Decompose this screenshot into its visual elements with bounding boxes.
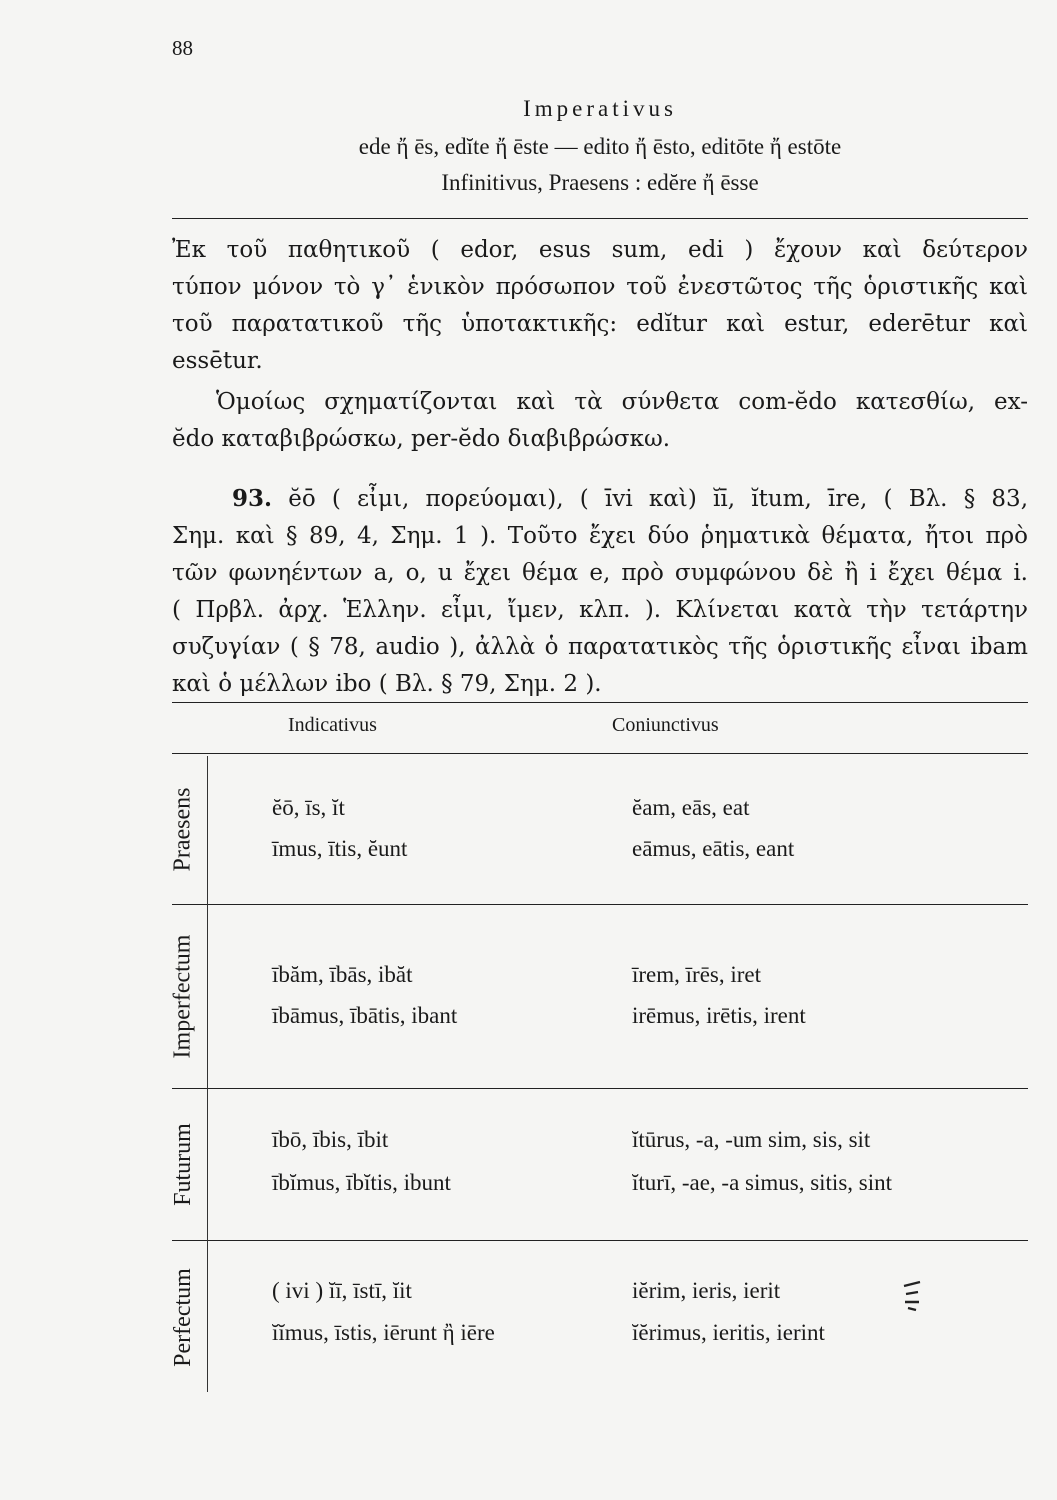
- paragraph-passive-forms: [172, 232, 1028, 380]
- subjunctive-plural: irēmus, irētis, irent: [632, 1003, 806, 1028]
- text-line: τύπον μόνον τὸ γ᾽ ἑνικὸν πρόσωπον τοῦ ἐνεστῶτος τῆς ὁριστικῆς καὶ: [172, 274, 1028, 300]
- indicative-plural: ībĭmus, ībĭtis, ibunt: [272, 1170, 451, 1195]
- text-line: Σημ. καὶ § 89, 4, Σημ. 1 ). Τοῦτο ἔχει δύο ῥηματικὰ θέματα, ἤτοι πρὸ: [172, 523, 1028, 549]
- tense-label-text: Praesens: [169, 787, 196, 871]
- infinitive-forms: Infinitivus, Praesens : edĕre ἤ ēsse: [441, 170, 759, 195]
- subjunctive-plural: ĭturī, -ae, -a simus, sitis, sint: [632, 1170, 893, 1195]
- tense-label-text: Imperfectum: [169, 934, 196, 1058]
- table-top-rule: [172, 702, 1028, 703]
- indicative-singular: ĕō, īs, ĭt: [272, 795, 345, 820]
- section-number: 93.: [232, 485, 273, 512]
- subjunctive-singular: īrem, īrēs, iret: [632, 962, 762, 987]
- table-row-rule: [172, 904, 1028, 905]
- paragraph-section-93: [172, 480, 1028, 703]
- tense-label-perfectum: [160, 1242, 206, 1392]
- indicative-singular: ( ivi ) ĭī, īstī, ĭit: [272, 1278, 412, 1303]
- tense-label-praesens: [160, 756, 206, 902]
- subjunctive-singular: ĭtūrus, -a, -um sim, sis, sit: [632, 1127, 871, 1152]
- subjunctive-singular: iĕrim, ieris, ierit: [632, 1278, 781, 1303]
- table-row-rule: [172, 1240, 1028, 1241]
- tense-label-text: Futurum: [169, 1122, 196, 1206]
- text-line: [172, 480, 1028, 518]
- subjunctive-plural: eāmus, eātis, eant: [632, 836, 795, 861]
- indicative-plural: īmus, ītis, ĕunt: [272, 836, 408, 861]
- text-line: καὶ ὁ μέλλων ibo ( Βλ. § 79, Σημ. 2 ).: [172, 671, 602, 697]
- column-header-coniunctivus: Coniunctivus: [612, 714, 719, 736]
- tense-label-text: Perfectum: [169, 1267, 196, 1367]
- paragraph-compounds: [172, 384, 1028, 458]
- table-header-rule: [172, 753, 1028, 754]
- tense-label-imperfectum: [160, 906, 206, 1086]
- text-line-content: ĕō ( εἶμι, πορεύομαι), ( īvi καὶ) ĭī, ĭtum, īre, ( Βλ. § 83,: [288, 486, 1029, 512]
- table-row-rule: [172, 1088, 1028, 1089]
- text-line: τοῦ παρατατικοῦ τῆς ὑποτακτικῆς: edĭtur καὶ estur, ederētur καὶ: [172, 311, 1028, 337]
- column-header-indicativus: Indicativus: [288, 714, 377, 736]
- text-line: ĕdo καταβιβρώσκω, per-ĕdo διαβιβρώσκω.: [172, 426, 671, 452]
- text-line: Ὁμοίως σχηματίζονται καὶ τὰ σύνθετα com-ĕdo κατεσθίω, ex-: [216, 389, 1028, 415]
- text-line: τῶν φωνηέντων a, o, u ἔχει θέμα e, πρὸ συμφώνου δὲ ἢ i ἔχει θέμα i.: [172, 560, 1028, 586]
- tense-label-futurum: [160, 1090, 206, 1238]
- text-line: Ἐκ τοῦ παθητικοῦ ( edor, esus sum, edi ) ἔχουν καὶ δεύτερον: [172, 237, 1028, 263]
- indicative-plural: ībāmus, ībātis, ibant: [272, 1003, 458, 1028]
- indicative-singular: ībō, ībis, ībit: [272, 1127, 389, 1152]
- indicative-plural: ĭĭmus, īstis, iērunt ἢ iēre: [272, 1320, 495, 1345]
- text-line: ( Πρβλ. ἀρχ. Ἑλλην. εἶμι, ἴμεν, κλπ. ). Κλίνεται κατὰ τὴν τετάρτην: [172, 597, 1028, 623]
- printer-mark-icon: [900, 1280, 924, 1330]
- divider: [172, 218, 1028, 219]
- section-heading: Imperativus: [523, 96, 677, 121]
- indicative-singular: ībăm, ībās, ibăt: [272, 962, 413, 987]
- subjunctive-singular: ĕam, eās, eat: [632, 795, 750, 820]
- imperative-forms: ede ἤ ēs, edĭte ἤ ēste — edito ἤ ēsto, editōte ἤ estōte: [358, 134, 842, 159]
- text-line: essētur.: [172, 348, 263, 374]
- subjunctive-plural: ĭĕrimus, ieritis, ierint: [632, 1320, 825, 1345]
- text-line: συζυγίαν ( § 78, audio ), ἀλλὰ ὁ παρατατικὸς τῆς ὁριστικῆς εἶναι ibam: [172, 634, 1028, 660]
- page-number: 88: [172, 36, 193, 60]
- tense-column-separator: [207, 756, 208, 1392]
